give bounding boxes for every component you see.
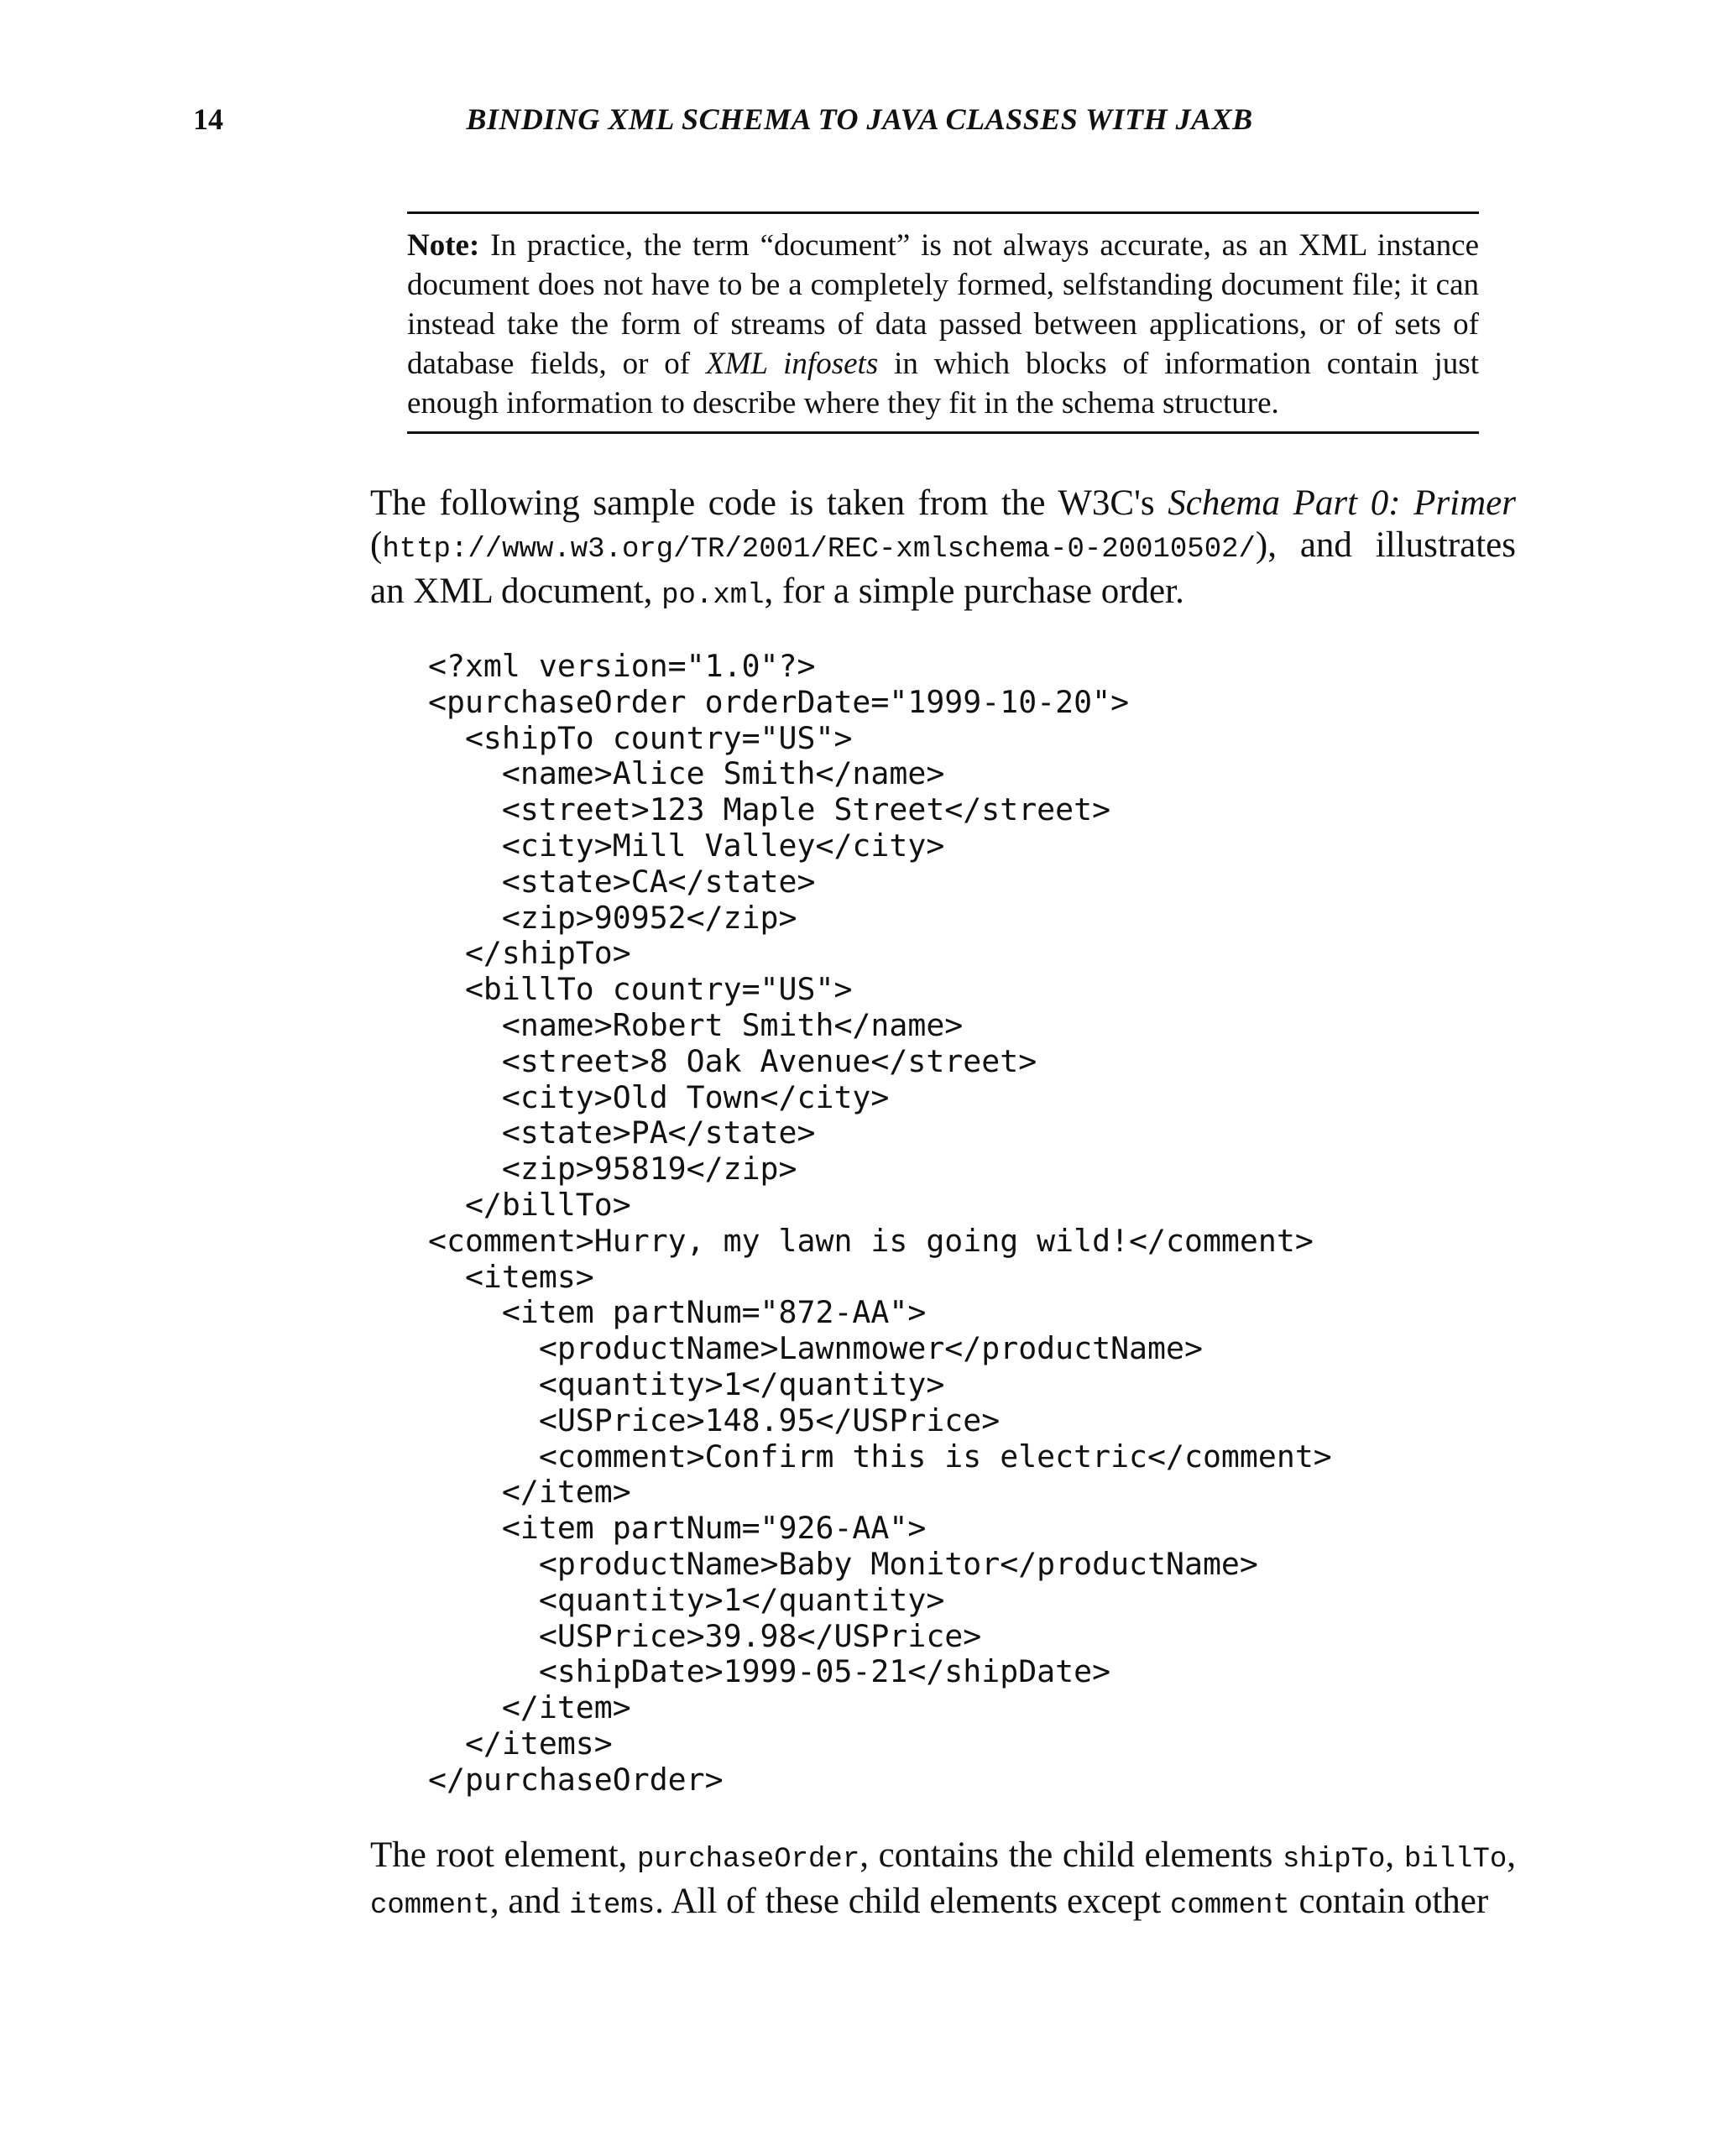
closing-code-5: items [569,1890,656,1922]
code-line: <state>CA</state> [428,863,816,900]
code-line: <city>Old Town</city> [428,1078,890,1115]
closing-code-4: comment [370,1890,490,1922]
code-line: <name>Alice Smith</name> [428,755,945,792]
code-line: </item> [428,1474,631,1511]
intro-title: Schema Part 0: Primer [1168,483,1517,523]
code-line: <USPrice>39.98</USPrice> [428,1617,982,1654]
note-emphasis: XML infosets [705,347,879,381]
code-line: <quantity>1</quantity> [428,1365,945,1402]
code-line: <street>8 Oak Avenue</street> [428,1042,1037,1079]
closing-text-7: contain other [1289,1882,1489,1921]
intro-url: http://www.w3.org/TR/2001/REC-xmlschema-0-20010502/ [382,534,1256,566]
intro-text-1: The following sample code is taken from the W3C's [370,483,1168,523]
closing-code-3: billTo [1403,1844,1507,1876]
code-line: <city>Mill Valley</city> [428,827,945,864]
code-line: <shipDate>1999-05-21</shipDate> [428,1653,1111,1690]
code-line: <productName>Baby Monitor</productName> [428,1545,1258,1582]
code-line: </shipTo> [428,935,631,972]
code-line: <zip>90952</zip> [428,899,797,936]
intro-text-4: , for a simple purchase order. [764,572,1184,611]
note-text-1: In practice, the term “document” is not always accurate, as an XML instance document does not have to be a completely formed, selfstanding document file; it can instead take the form of streams of data passed between applications, or of sets of database fields, or of [407,228,1479,381]
closing-code-1: purchaseOrder [636,1844,860,1876]
closing-text-3: , [1385,1835,1404,1875]
closing-text-4: , [1507,1835,1516,1875]
code-line: <USPrice>148.95</USPrice> [428,1402,1001,1438]
code-line: <name>Robert Smith</name> [428,1006,964,1043]
page-number: 14 [193,102,223,136]
intro-paragraph [370,483,1516,617]
intro-text-3: ), and illustrates an XML document, [370,525,1516,611]
closing-text-6: . All of these child elements except [655,1882,1170,1921]
code-line: </item> [428,1689,631,1726]
note-label: Note: [407,228,480,263]
note-text-2: in which blocks of information contain just enough information to describe where they fit in the schema structure. [407,347,1479,420]
closing-code-6: comment [1169,1890,1290,1922]
code-line: <comment>Confirm this is electric</comment> [428,1438,1332,1475]
closing-text-5: , and [489,1882,570,1921]
intro-text-2: ( [370,525,383,565]
closing-code-2: shipTo [1282,1844,1386,1876]
code-line: </billTo> [428,1186,631,1223]
code-line: <street>123 Maple Street</street> [428,791,1111,828]
code-line: </items> [428,1725,613,1762]
closing-text-2: , contains the child elements [860,1835,1283,1875]
code-line: <productName>Lawnmower</productName> [428,1330,1203,1367]
code-line: <state>PA</state> [428,1115,816,1151]
closing-text-1: The root element, [370,1835,637,1875]
code-line: <shipTo country="US"> [428,719,853,756]
code-line: <?xml version="1.0"?> [428,648,816,684]
note-box [407,211,1479,434]
intro-filename: po.xml [661,580,765,612]
code-line: <billTo country="US"> [428,971,853,1008]
running-title: BINDING XML SCHEMA TO JAVA CLASSES WITH JAXB [466,102,1253,136]
code-line: <purchaseOrder orderDate="1999-10-20"> [428,683,1130,720]
code-line: </purchaseOrder> [428,1761,724,1798]
code-line: <quantity>1</quantity> [428,1581,945,1618]
code-line: <zip>95819</zip> [428,1151,797,1188]
closing-paragraph [370,1835,1516,1927]
code-line: <item partNum="926-AA"> [428,1510,927,1547]
code-listing [428,649,1332,1798]
code-line: <items> [428,1258,594,1295]
code-line: <item partNum="872-AA"> [428,1294,927,1331]
code-line: <comment>Hurry, my lawn is going wild!</comment> [428,1222,1314,1259]
